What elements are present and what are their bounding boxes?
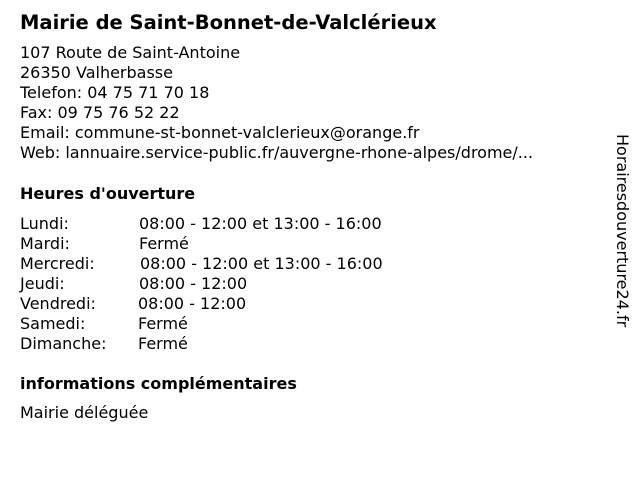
time-value: Fermé — [139, 234, 189, 253]
contact-block — [20, 43, 533, 163]
web-line: Web: lannuaire.service-public.fr/auvergne-rhone-alpes/drome/... — [20, 143, 534, 162]
day-label: Mercredi: — [20, 254, 95, 273]
office-title: Mairie de Saint-Bonnet-de-Valclérieux — [20, 11, 437, 34]
time-value: Fermé — [138, 334, 188, 353]
day-label: Jeudi: — [20, 274, 65, 293]
phone-line: Telefon: 04 75 71 70 18 — [20, 83, 210, 102]
city-line: 26350 Valherbasse — [20, 63, 173, 82]
email-line: Email: commune-st-bonnet-valclerieux@orange.fr — [20, 123, 420, 142]
day-label: Lundi: — [20, 214, 69, 233]
watermark — [612, 134, 636, 344]
info-text: Mairie déléguée — [20, 403, 149, 422]
fax-line: Fax: 09 75 76 52 22 — [20, 103, 180, 122]
info-heading: informations complémentaires — [20, 374, 297, 393]
time-value: Fermé — [138, 314, 188, 333]
day-label: Samedi: — [20, 314, 86, 333]
hours-heading: Heures d'ouverture — [20, 184, 196, 203]
day-label: Dimanche: — [20, 334, 107, 353]
street-line: 107 Route de Saint-Antoine — [20, 43, 241, 62]
time-value: 08:00 - 12:00 — [139, 274, 248, 293]
time-value: 08:00 - 12:00 et 13:00 - 16:00 — [139, 214, 382, 233]
time-value: 08:00 - 12:00 — [138, 294, 247, 313]
watermark-text: Horairesdouverture24.fr — [613, 134, 632, 328]
time-value: 08:00 - 12:00 et 13:00 - 16:00 — [140, 254, 383, 273]
day-label: Vendredi: — [20, 294, 96, 313]
day-label: Mardi: — [20, 234, 70, 253]
